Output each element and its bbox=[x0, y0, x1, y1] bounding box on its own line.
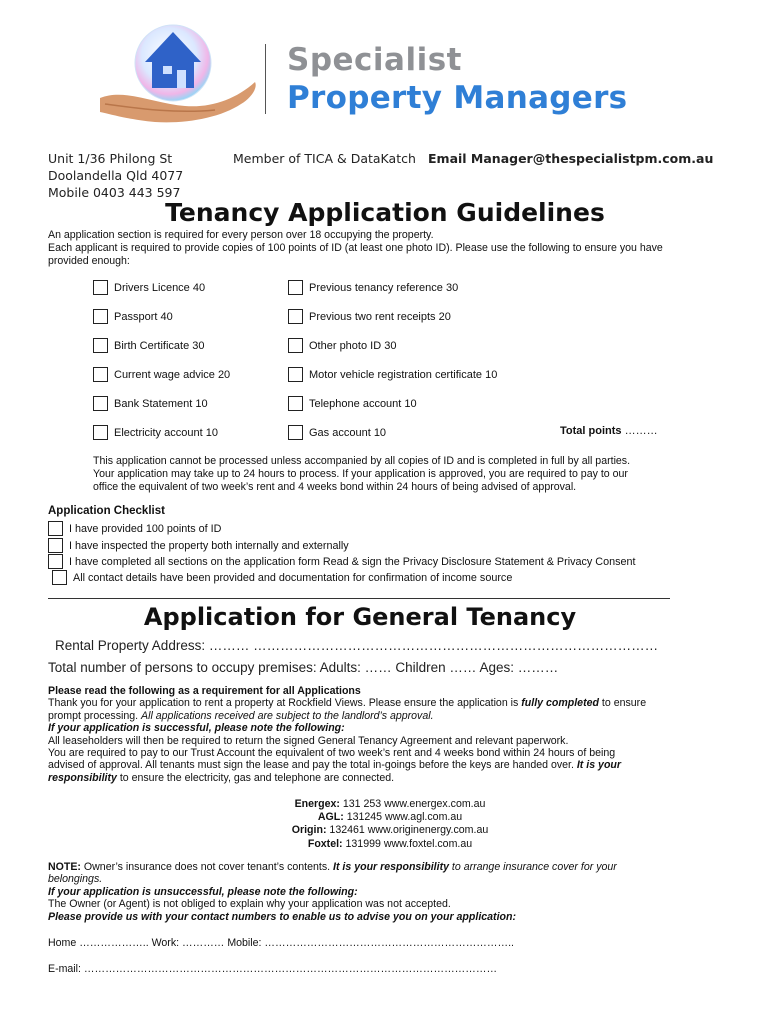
application-title: Application for General Tenancy bbox=[143, 603, 577, 631]
membership: Member of TICA & DataKatch bbox=[233, 151, 416, 166]
utility-detail: 131245 www.agl.com.au bbox=[343, 811, 463, 824]
total-points-field[interactable]: ……… bbox=[624, 425, 658, 437]
success-line2: You are required to pay to our Trust Account the equivalent of two week’s rent and 4 weeks bond within 24 hours of being bbox=[48, 747, 616, 760]
id-checkbox[interactable] bbox=[288, 425, 303, 440]
id-checkbox[interactable] bbox=[288, 309, 303, 324]
email-link[interactable]: Email Manager@thespecialistpm.com.au bbox=[428, 151, 714, 166]
id-item: Other photo ID 30 bbox=[309, 339, 397, 352]
brand-name-line2: Property Managers bbox=[287, 80, 628, 116]
note-italic: to arrange insurance cover for your bbox=[448, 861, 617, 873]
id-item: Bank Statement 10 bbox=[114, 397, 208, 410]
success-line4 bbox=[48, 772, 718, 784]
utility-row bbox=[200, 798, 580, 811]
req-emphasis: fully completed bbox=[521, 697, 599, 710]
guidelines-intro bbox=[48, 229, 728, 268]
notice-line2: Your application may take up to 24 hours to process. If your application is approved, you are required to pay to our bbox=[93, 468, 628, 480]
id-checkbox[interactable] bbox=[93, 338, 108, 353]
total-points-label: Total points bbox=[560, 425, 622, 437]
contact-request: Please provide us with your contact numbers to enable us to advise you on your application: bbox=[48, 910, 516, 923]
requirements-line1 bbox=[48, 697, 718, 709]
id-item: Motor vehicle registration certificate 10 bbox=[309, 368, 498, 381]
checklist-item: All contact details have been provided and documentation for confirmation of income source bbox=[73, 571, 513, 584]
occupants-line[interactable]: Total number of persons to occupy premises: Adults: …… Children …… Ages: ……… bbox=[48, 660, 559, 675]
checklist-checkbox[interactable] bbox=[48, 538, 63, 553]
contact-address bbox=[48, 150, 183, 201]
intro-line1: An application section is required for every person over 18 occupying the property. bbox=[48, 229, 434, 241]
id-checkbox[interactable] bbox=[93, 367, 108, 382]
rental-address-label: Rental Property Address: bbox=[55, 638, 206, 653]
checklist-title: Application Checklist bbox=[48, 505, 165, 517]
rental-address-line bbox=[55, 638, 658, 653]
logo bbox=[95, 18, 265, 128]
phone-numbers-field[interactable]: Home ……………….. Work: ………… Mobile: …………………………………………………………….. bbox=[48, 937, 514, 949]
unsuccessful-line: The Owner (or Agent) is not obliged to explain why your application was not accepted. bbox=[48, 898, 451, 911]
utility-name: Energex: bbox=[294, 798, 340, 810]
success-emphasis: responsibility bbox=[48, 771, 117, 784]
requirements-heading: Please read the following as a requirement for all Applications bbox=[48, 685, 361, 697]
intro-line2: Each applicant is required to provide copies of 100 points of ID (at least one photo ID). Please use the following to ensure you have bbox=[48, 242, 663, 254]
id-checkbox[interactable] bbox=[93, 309, 108, 324]
checklist-item: I have completed all sections on the application form Read & sign the Privacy Disclosure Statement & Privacy Consent bbox=[69, 555, 636, 568]
id-checkbox[interactable] bbox=[93, 425, 108, 440]
id-item: Gas account 10 bbox=[309, 426, 387, 439]
note-emphasis: It is your responsibility bbox=[333, 861, 449, 873]
notes-section bbox=[48, 861, 718, 923]
email-field[interactable]: E-mail: ……………………………………………………………………………………………………… bbox=[48, 963, 498, 975]
req-text: prompt processing. bbox=[48, 709, 142, 722]
rental-address-field[interactable]: ……… ……………………………………………………………………………… bbox=[208, 638, 659, 653]
address-line2: Doolandella Qld 4077 bbox=[48, 168, 184, 183]
utility-row bbox=[200, 811, 580, 824]
id-checkbox[interactable] bbox=[288, 280, 303, 295]
success-emphasis: It is your bbox=[576, 759, 622, 772]
id-checkbox[interactable] bbox=[288, 396, 303, 411]
section-divider bbox=[48, 598, 670, 599]
id-checkbox[interactable] bbox=[93, 396, 108, 411]
checklist-checkbox[interactable] bbox=[48, 554, 63, 569]
checklist-checkbox[interactable] bbox=[48, 521, 63, 536]
brand-name-line1: Specialist bbox=[287, 42, 462, 78]
guidelines-title: Tenancy Application Guidelines bbox=[165, 198, 605, 227]
id-item: Telephone account 10 bbox=[309, 397, 417, 410]
note-line1 bbox=[48, 861, 718, 873]
req-text: to ensure bbox=[598, 697, 647, 710]
processing-notice bbox=[93, 455, 713, 494]
unsuccessful-heading: If your application is unsuccessful, please note the following: bbox=[48, 885, 358, 898]
id-checkbox[interactable] bbox=[288, 367, 303, 382]
total-points bbox=[560, 425, 658, 437]
utility-detail: 131999 www.foxtel.com.au bbox=[342, 837, 473, 850]
req-text: Thank you for your application to rent a property at Rockfield Views. Please ensure the application is bbox=[48, 697, 522, 710]
utility-detail: 131 253 www.energex.com.au bbox=[339, 798, 486, 810]
id-item: Previous tenancy reference 30 bbox=[309, 281, 459, 294]
note-text: Owner’s insurance does not cover tenant’s contents. bbox=[80, 861, 334, 873]
checklist-item: I have inspected the property both internally and externally bbox=[69, 539, 349, 552]
utility-contacts bbox=[200, 798, 580, 851]
req-italic: All applications received are subject to the landlord’s approval. bbox=[141, 709, 434, 722]
success-text: advised of approval. All tenants must sign the lease and pay the total in-goings before the keys are handed over. bbox=[48, 759, 577, 772]
utility-detail: 132461 www.originenergy.com.au bbox=[326, 824, 489, 837]
brand-divider bbox=[265, 44, 266, 114]
id-item: Electricity account 10 bbox=[114, 426, 218, 439]
mobile-number: Mobile 0403 443 597 bbox=[48, 185, 181, 200]
id-item: Current wage advice 20 bbox=[114, 368, 231, 381]
utility-name: AGL: bbox=[317, 811, 344, 824]
address-line1: Unit 1/36 Philong St bbox=[48, 151, 173, 166]
id-checkbox[interactable] bbox=[288, 338, 303, 353]
utility-row bbox=[200, 838, 580, 851]
note-line2: belongings. bbox=[48, 873, 103, 886]
success-heading: If your application is successful, please note the following: bbox=[48, 722, 345, 735]
id-item: Birth Certificate 30 bbox=[114, 339, 205, 352]
notice-line1: This application cannot be processed unless accompanied by all copies of ID and is completed in full by all parties. bbox=[93, 455, 631, 467]
utility-name: Origin: bbox=[291, 824, 327, 837]
success-line3 bbox=[48, 759, 718, 771]
checklist-checkbox[interactable] bbox=[52, 570, 67, 585]
id-item: Drivers Licence 40 bbox=[114, 281, 206, 294]
notice-line3: office the equivalent of two week’s rent and 4 weeks bond within 24 hours of being advised of approval. bbox=[93, 481, 577, 493]
requirements-line2 bbox=[48, 710, 718, 722]
note-label: NOTE: bbox=[48, 861, 81, 873]
checklist-item: I have provided 100 points of ID bbox=[69, 522, 222, 535]
success-text: to ensure the electricity, gas and telephone are connected. bbox=[116, 771, 395, 784]
intro-line3: provided enough: bbox=[48, 255, 130, 267]
requirements-section bbox=[48, 685, 718, 784]
hand-holding-house-icon bbox=[95, 18, 265, 128]
id-item: Previous two rent receipts 20 bbox=[309, 310, 451, 323]
utility-name: Foxtel: bbox=[307, 837, 343, 850]
success-line1: All leaseholders will then be required to return the signed General Tenancy Agreement and relevant paperwork. bbox=[48, 734, 569, 747]
id-item: Passport 40 bbox=[114, 310, 173, 323]
utility-row bbox=[200, 824, 580, 837]
id-checkbox[interactable] bbox=[93, 280, 108, 295]
